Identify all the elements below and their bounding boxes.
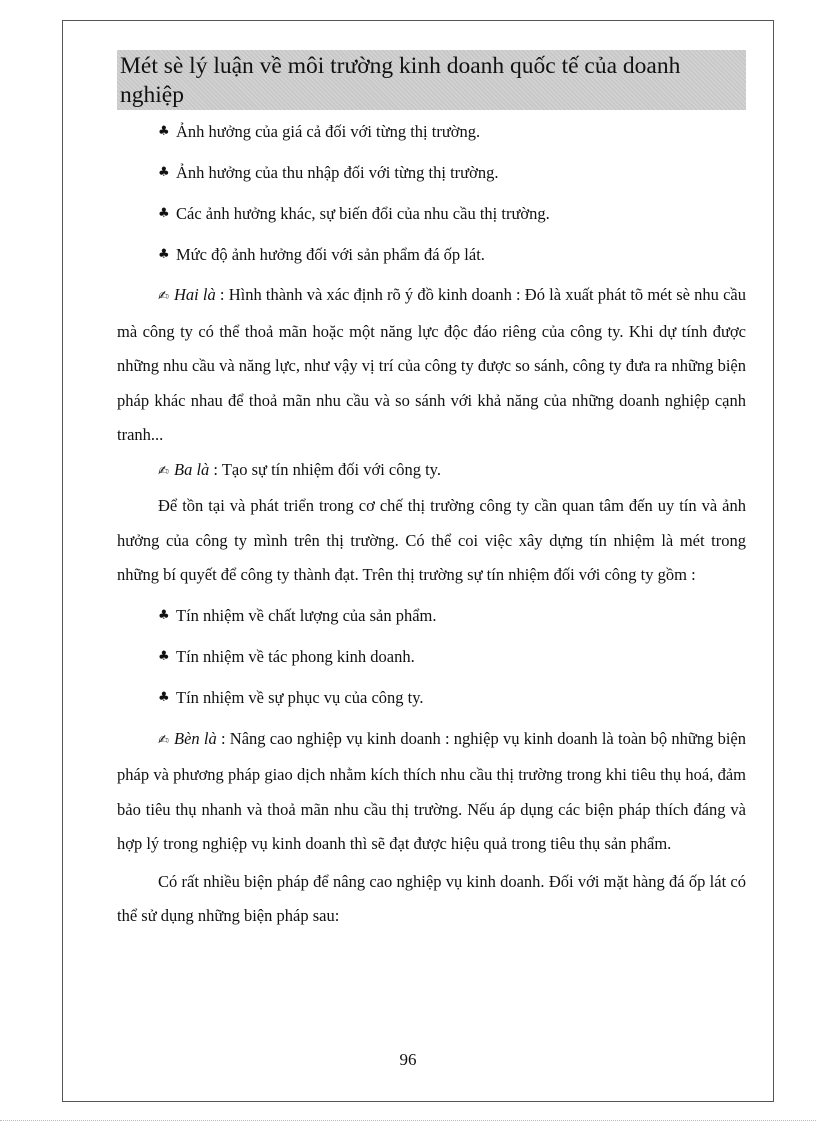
page-content (117, 111, 746, 934)
bullet-text: Ảnh hưởng của thu nhập đối với từng thị trường. (176, 162, 499, 182)
paragraph-lead: Hai là (174, 285, 216, 304)
bullet-item (117, 637, 746, 678)
page-separator (0, 1120, 816, 1121)
paragraph-bon-la (117, 722, 746, 862)
section-title: Mét sè lý luận về môi trường kinh doanh quốc tế của doanh nghiệp (120, 53, 681, 108)
paragraph-text: : Tạo sự tín nhiệm đối với công ty. (209, 459, 441, 479)
paragraph-text: : Nâng cao nghiệp vụ kinh doanh : nghiệp vụ kinh doanh là toàn bộ những biện pháp và phương pháp giao dịch nhằm kích thích nhu cầu thị trường trong khi tiêu thụ hoá, đảm bảo tiêu thụ nhanh và thoả mãn nhu cầu thị trường. Nếu áp dụng các biện pháp thích đáng và hợp lý trong nghiệp vụ kinh doanh thì sẽ đạt được hiệu quả trong tiêu thụ sản phẩm. (117, 728, 746, 853)
club-icon: ♣ (158, 205, 170, 221)
paragraph-lead: Ba là (174, 459, 210, 479)
paragraph-ton-tai: Để tồn tại và phát triển trong cơ chế thị trường công ty cần quan tâm đến uy tín và ảnh hưởng của công ty mình trên thị trường. Có thể coi việc xây dựng tín nhiệm là mét trong những bí quyết để công ty thành đạt. Trên thị trường sự tín nhiệm đối với công ty gồm : (117, 496, 746, 584)
hand-pointer-icon: ✍ (158, 289, 169, 304)
club-icon: ♣ (158, 649, 170, 664)
paragraph-hai-la (117, 278, 746, 453)
bullet-text: Các ảnh hưởng khác, sự biến đổi của nhu cầu thị trường. (176, 203, 550, 223)
bullet-item (117, 152, 746, 193)
bullet-item (117, 193, 746, 234)
paragraph-co-rat-nhieu: Có rất nhiều biện pháp để nâng cao nghiệp vụ kinh doanh. Đối với mặt hàng đá ốp lát có thể sử dụng những biện pháp sau: (117, 871, 746, 925)
bullet-item (117, 234, 746, 275)
bullet-text: Tín nhiệm về sự phục vụ của công ty. (176, 688, 424, 707)
bullet-text: Mức độ ảnh hưởng đối với sản phẩm đá ốp lát. (176, 244, 485, 264)
bullet-item (117, 111, 746, 152)
club-icon: ♣ (158, 608, 170, 623)
club-icon: ♣ (158, 690, 170, 705)
bullet-text: Tín nhiệm về tác phong kinh doanh. (176, 647, 415, 666)
paragraph-lead: Bèn là (174, 728, 217, 748)
paragraph-text: : Hình thành và xác định rõ ý đồ kinh doanh : Đó là xuất phát tõ mét sè nhu cầu mà công ty có thể thoả mãn hoặc một năng lực độc đáo riêng của công ty. Khi dự tính được những nhu cầu và năng lực, như vậy vị trí của công ty được so sánh, công ty đưa ra những biện pháp khác nhau để thoả mãn nhu cầu và so sánh với khả năng của những doanh nghiệp cạnh tranh... (117, 285, 746, 444)
bullet-text: Ảnh hưởng của giá cả đối với từng thị trường. (176, 121, 481, 141)
hand-pointer-icon: ✍ (158, 732, 169, 748)
bullet-item (117, 596, 746, 637)
bullet-text: Tín nhiệm về chất lượng của sản phẩm. (176, 606, 437, 625)
paragraph-ba-la (117, 453, 746, 490)
club-icon: ♣ (158, 164, 170, 180)
club-icon: ♣ (158, 246, 170, 262)
club-icon: ♣ (158, 123, 170, 139)
bullet-item (117, 678, 746, 719)
section-header (117, 50, 746, 110)
page-number: 96 (399, 1050, 417, 1069)
hand-pointer-icon: ✍ (158, 463, 169, 479)
